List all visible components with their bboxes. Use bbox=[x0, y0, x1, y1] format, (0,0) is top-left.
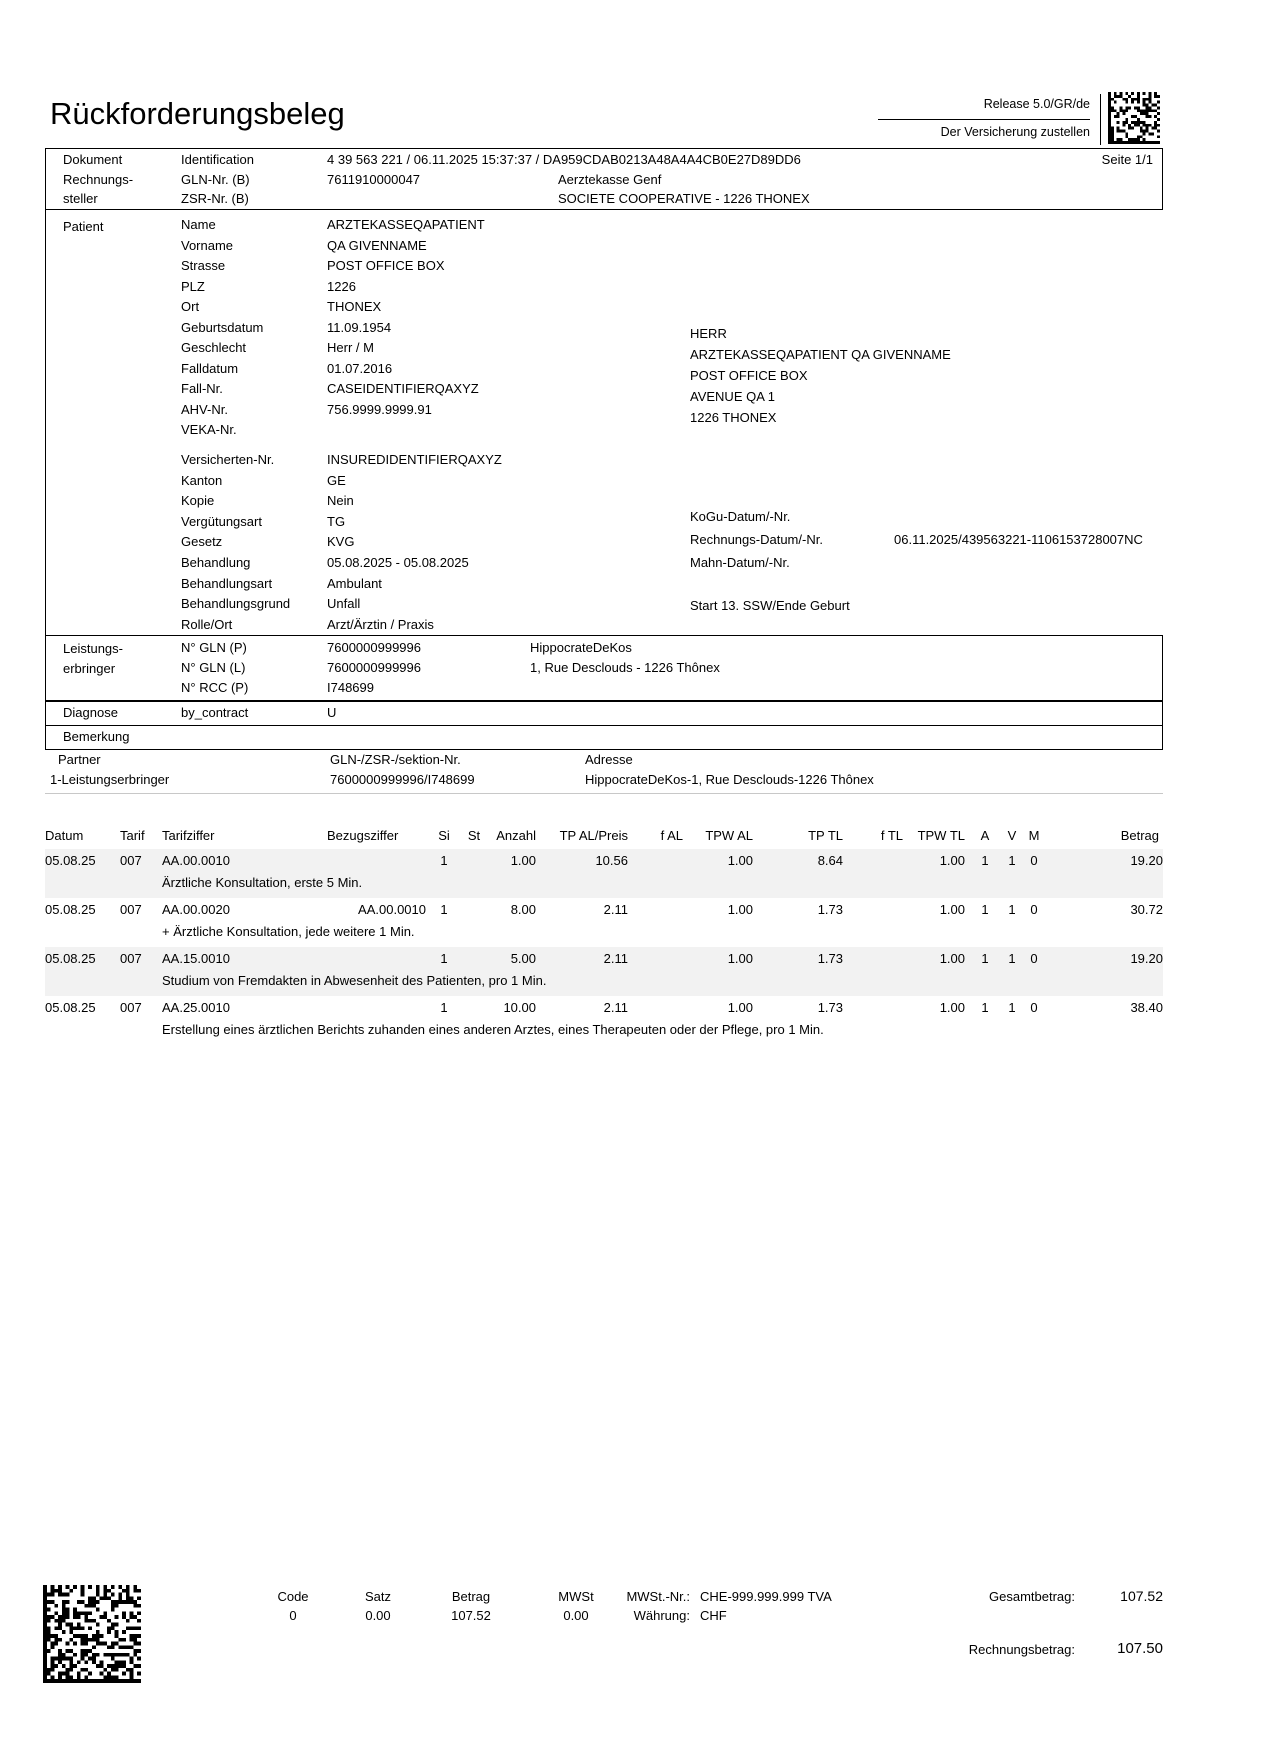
service-row bbox=[45, 849, 1163, 875]
field-value: 01.07.2016 bbox=[327, 360, 393, 376]
col-si: Si bbox=[438, 828, 450, 843]
cell-m: 0 bbox=[1023, 849, 1045, 875]
col-tp-al: TP AL/Preis bbox=[559, 828, 628, 843]
insurer-name: Aerztekasse Genf bbox=[558, 172, 662, 187]
identification-value: 4 39 563 221 / 06.11.2025 15:37:37 / DA959CDAB0213A48A4A4CB0E27D89DD6 bbox=[327, 152, 801, 167]
cell-f-tl bbox=[847, 898, 907, 924]
field-label: Ort bbox=[181, 299, 200, 314]
cell-anzahl: 5.00 bbox=[490, 947, 540, 973]
partner-row-name: 1-Leistungserbringer bbox=[50, 772, 170, 787]
field-label: Fall-Nr. bbox=[181, 381, 223, 396]
field-value: ARZTEKASSEQAPATIENT bbox=[327, 217, 485, 232]
zsr-label: ZSR-Nr. (B) bbox=[181, 191, 249, 206]
field-label: Strasse bbox=[181, 258, 226, 273]
deliver-to-insurer-note: Der Versicherung zustellen bbox=[940, 125, 1090, 139]
invoice-date-value: 06.11.2025/439563221-1106153728007NC bbox=[894, 532, 1143, 547]
cell-tpw-al: 1.00 bbox=[727, 902, 753, 917]
cell-tp-al: 2.11 bbox=[540, 947, 632, 973]
provider-address: 1, Rue Desclouds - 1226 Thônex bbox=[530, 660, 720, 675]
cell-anzahl: 8.00 bbox=[510, 902, 536, 917]
vat-number-value: CHE-999.999.999 TVA bbox=[700, 1589, 832, 1604]
cell-m: 0 bbox=[1030, 1000, 1038, 1015]
patient-field-row bbox=[0, 576, 690, 597]
vat-number-label: MWSt.-Nr.: bbox=[626, 1589, 690, 1604]
address-line: HERR bbox=[690, 326, 727, 341]
col-betrag: Betrag bbox=[1120, 828, 1159, 843]
cell-anzahl: 1.00 bbox=[490, 849, 540, 875]
field-value: Unfall bbox=[327, 596, 361, 612]
gln-label: GLN-Nr. (B) bbox=[181, 172, 250, 187]
patient-field-row bbox=[0, 299, 690, 320]
cell-f-al bbox=[632, 947, 687, 973]
release-version: Release 5.0/GR/de bbox=[983, 97, 1090, 111]
partner-gln-header: GLN-/ZSR-/sektion-Nr. bbox=[330, 752, 461, 767]
service-row bbox=[45, 996, 1163, 1022]
cell-f-tl bbox=[847, 947, 907, 973]
col-f-al: f AL bbox=[660, 828, 683, 843]
field-value: 05.08.2025 - 05.08.2025 bbox=[327, 554, 469, 570]
cell-tp-al: 2.11 bbox=[603, 1000, 628, 1015]
invoice-total-value: 107.50 bbox=[1117, 1640, 1163, 1657]
reminder-date-label: Mahn-Datum/-Nr. bbox=[690, 555, 790, 570]
cell-tarif: 007 bbox=[120, 902, 142, 917]
address-line: 1226 THONEX bbox=[690, 410, 777, 425]
vat-rate-value: 0.00 bbox=[365, 1608, 391, 1623]
cell-si: 1 bbox=[430, 947, 458, 973]
cell-bezugsziffer bbox=[327, 849, 430, 875]
provider-rows bbox=[0, 640, 1163, 700]
invoice-date-label: Rechnungs-Datum/-Nr. bbox=[690, 532, 823, 547]
address-line: AVENUE QA 1 bbox=[690, 389, 776, 404]
pregnancy-note: Start 13. SSW/Ende Geburt bbox=[690, 598, 850, 613]
provider-section-label-line2: erbringer bbox=[63, 661, 116, 676]
cell-a: 1 bbox=[969, 849, 1001, 875]
field-value: 756.9999.9999.91 bbox=[327, 401, 432, 417]
field-label: Vergütungsart bbox=[181, 513, 262, 529]
kogu-date-label: KoGu-Datum/-Nr. bbox=[690, 509, 791, 524]
cell-si: 1 bbox=[440, 1000, 448, 1015]
patient-field-row bbox=[0, 596, 690, 617]
cell-anzahl: 10.00 bbox=[503, 1000, 536, 1015]
cell-tpw-tl: 1.00 bbox=[939, 902, 965, 917]
cell-tp-tl: 1.73 bbox=[757, 947, 847, 973]
field-value: Ambulant bbox=[327, 575, 382, 591]
cell-f-al bbox=[632, 898, 687, 924]
vat-code-value: 0 bbox=[289, 1608, 297, 1623]
vat-rate-header: Satz bbox=[364, 1589, 391, 1604]
field-value: TG bbox=[327, 513, 346, 529]
header-divider bbox=[878, 119, 1090, 120]
field-value: GE bbox=[327, 472, 346, 488]
field-value: QA GIVENNAME bbox=[327, 237, 427, 253]
currency-value: CHF bbox=[700, 1608, 727, 1623]
vat-amount-header: Betrag bbox=[451, 1589, 491, 1604]
invoice-total-label: Rechnungsbetrag: bbox=[968, 1642, 1075, 1657]
patient-field-row bbox=[0, 452, 690, 473]
field-value: 1226 bbox=[327, 278, 356, 294]
col-f-tl: f TL bbox=[880, 828, 903, 843]
cell-tarifziffer: AA.00.0010 bbox=[162, 849, 327, 875]
currency-label: Währung: bbox=[633, 1608, 690, 1623]
field-value: Herr / M bbox=[327, 340, 374, 355]
remark-section-label: Bemerkung bbox=[63, 729, 130, 744]
vat-amount-value: 107.52 bbox=[451, 1608, 491, 1623]
cell-betrag: 30.72 bbox=[1130, 902, 1163, 917]
cell-f-tl bbox=[847, 996, 907, 1022]
gln-value: 7611910000047 bbox=[327, 172, 421, 187]
field-value: POST OFFICE BOX bbox=[327, 258, 445, 273]
cell-betrag: 19.20 bbox=[1045, 947, 1163, 973]
document-section-label: Dokument bbox=[63, 152, 123, 167]
service-description: Ärztliche Konsultation, erste 5 Min. bbox=[162, 875, 1163, 898]
col-v: V bbox=[1007, 828, 1017, 843]
partner-header: Partner bbox=[58, 752, 101, 767]
cell-tp-tl: 1.73 bbox=[817, 1000, 843, 1015]
cell-v: 1 bbox=[1008, 902, 1016, 917]
cell-si: 1 bbox=[440, 902, 448, 917]
total-value: 107.52 bbox=[1120, 1588, 1163, 1604]
cell-tp-tl: 1.73 bbox=[817, 902, 843, 917]
field-label: Rolle/Ort bbox=[181, 616, 233, 632]
invoice-dates-block bbox=[0, 509, 1163, 578]
cell-datum: 05.08.25 bbox=[45, 902, 96, 917]
service-description-row bbox=[45, 924, 1163, 947]
issuer-label-line1: Rechnungs- bbox=[63, 172, 134, 187]
cell-tpw-tl: 1.00 bbox=[907, 947, 969, 973]
datamatrix-code-bottom bbox=[43, 1585, 141, 1683]
cell-a: 1 bbox=[969, 947, 1001, 973]
col-anzahl: Anzahl bbox=[496, 828, 536, 843]
cell-datum: 05.08.25 bbox=[45, 849, 120, 875]
field-value: INSUREDIDENTIFIERQAXYZ bbox=[327, 452, 502, 467]
partner-address-header: Adresse bbox=[585, 752, 633, 767]
identification-label: Identification bbox=[181, 152, 254, 167]
page-title: Rückforderungsbeleg bbox=[50, 96, 345, 131]
cell-datum: 05.08.25 bbox=[45, 947, 120, 973]
field-value: THONEX bbox=[327, 299, 382, 314]
field-label: Versicherten-Nr. bbox=[181, 452, 275, 467]
provider-gln-p-label: N° GLN (P) bbox=[181, 640, 247, 655]
cell-tarif: 007 bbox=[120, 1000, 142, 1015]
provider-gln-l-value: 7600000999996 bbox=[327, 660, 421, 675]
col-bezugsziffer: Bezugsziffer bbox=[327, 828, 399, 843]
cell-bezugsziffer bbox=[327, 947, 430, 973]
service-description: + Ärztliche Konsultation, jede weitere 1 Min. bbox=[162, 924, 415, 939]
field-label: Falldatum bbox=[181, 360, 239, 376]
remark-box bbox=[45, 725, 1163, 750]
cell-betrag: 19.20 bbox=[1045, 849, 1163, 875]
cell-v: 1 bbox=[1001, 849, 1023, 875]
cell-tarifziffer: AA.00.0020 bbox=[162, 902, 230, 917]
cell-v: 1 bbox=[1008, 1000, 1016, 1015]
cell-st bbox=[458, 996, 490, 1022]
cell-tarifziffer: AA.25.0010 bbox=[162, 1000, 230, 1015]
issuer-label-line2: steller bbox=[63, 191, 98, 206]
col-a: A bbox=[980, 828, 990, 843]
cell-tarifziffer: AA.15.0010 bbox=[162, 947, 327, 973]
cell-st bbox=[458, 947, 490, 973]
cell-tarif: 007 bbox=[120, 849, 162, 875]
cell-st bbox=[458, 898, 490, 924]
service-row bbox=[45, 898, 1163, 924]
field-value: CASEIDENTIFIERQAXYZ bbox=[327, 381, 479, 396]
col-tarifziffer: Tarifziffer bbox=[162, 828, 215, 843]
page-number: Seite 1/1 bbox=[1101, 152, 1153, 167]
field-label: Vorname bbox=[181, 237, 234, 253]
field-value: KVG bbox=[327, 534, 355, 550]
cell-tpw-al: 1.00 bbox=[727, 1000, 753, 1015]
cell-tp-tl: 8.64 bbox=[757, 849, 847, 875]
cell-bezugsziffer: AA.00.0010 bbox=[358, 902, 426, 917]
partner-row-address: HippocrateDeKos-1, Rue Desclouds-1226 Thônex bbox=[585, 772, 874, 787]
provider-section-label-line1: Leistungs- bbox=[63, 641, 123, 656]
cell-m: 0 bbox=[1030, 902, 1038, 917]
field-label: Behandlungsgrund bbox=[181, 596, 291, 612]
field-label: Behandlungsart bbox=[181, 575, 273, 591]
col-m: M bbox=[1028, 828, 1040, 843]
field-label: Behandlung bbox=[181, 554, 251, 570]
field-label: Geburtsdatum bbox=[181, 319, 264, 335]
cell-f-al bbox=[632, 849, 687, 875]
total-label: Gesamtbetrag: bbox=[989, 1589, 1075, 1604]
col-tarif: Tarif bbox=[120, 828, 145, 843]
cell-tarif: 007 bbox=[120, 947, 162, 973]
cell-f-al bbox=[632, 996, 687, 1022]
col-tpw-tl: TPW TL bbox=[917, 828, 965, 843]
field-label: VEKA-Nr. bbox=[181, 422, 237, 437]
header-separator bbox=[1100, 94, 1101, 145]
service-description: Erstellung eines ärztlichen Berichts zuhanden eines anderen Arztes, eines Therapeuten oder der Pflege, pro 1 Min. bbox=[162, 1022, 824, 1037]
vat-tax-value: 0.00 bbox=[563, 1608, 589, 1623]
service-description-row bbox=[45, 1022, 1163, 1045]
cell-f-tl bbox=[847, 849, 907, 875]
cell-betrag: 38.40 bbox=[1130, 1000, 1163, 1015]
service-description-row bbox=[45, 973, 1163, 996]
address-line: ARZTEKASSEQAPATIENT QA GIVENNAME bbox=[690, 347, 951, 362]
diagnosis-value: U bbox=[327, 705, 337, 720]
cell-a: 1 bbox=[981, 1000, 989, 1015]
provider-rcc-value: I748699 bbox=[327, 680, 374, 695]
cell-bezugsziffer bbox=[327, 996, 430, 1022]
service-description-row bbox=[45, 875, 1163, 898]
cell-tp-al: 2.11 bbox=[603, 902, 628, 917]
col-tp-tl: TP TL bbox=[808, 828, 843, 843]
field-label: Geschlecht bbox=[181, 340, 247, 355]
table-top-divider bbox=[45, 793, 1163, 794]
field-value: Arzt/Ärztin / Praxis bbox=[327, 616, 434, 632]
cell-tpw-tl: 1.00 bbox=[939, 1000, 965, 1015]
services-table-container bbox=[45, 820, 1163, 1045]
vat-code-header: Code bbox=[277, 1589, 309, 1604]
field-label: PLZ bbox=[181, 278, 205, 294]
patient-section-label: Patient bbox=[63, 219, 104, 234]
cell-tp-al: 10.56 bbox=[540, 849, 632, 875]
service-description: Studium von Fremdakten in Abwesenheit des Patienten, pro 1 Min. bbox=[162, 973, 1163, 996]
provider-rcc-label: N° RCC (P) bbox=[181, 680, 249, 695]
patient-field-row bbox=[0, 279, 690, 300]
cell-v: 1 bbox=[1001, 947, 1023, 973]
col-st: St bbox=[467, 828, 481, 843]
cell-tpw-al: 1.00 bbox=[687, 947, 757, 973]
cell-m: 0 bbox=[1023, 947, 1045, 973]
col-datum: Datum bbox=[45, 828, 84, 843]
patient-field-row bbox=[0, 238, 690, 259]
field-label: Kanton bbox=[181, 472, 223, 488]
datamatrix-code-top bbox=[1108, 92, 1160, 144]
vat-tax-header: MWSt bbox=[558, 1589, 594, 1604]
cell-si: 1 bbox=[430, 849, 458, 875]
field-label: Gesetz bbox=[181, 534, 223, 550]
diagnosis-type: by_contract bbox=[181, 705, 249, 720]
field-label: Kopie bbox=[181, 493, 215, 509]
provider-gln-p-value: 7600000999996 bbox=[327, 640, 421, 655]
provider-name: HippocrateDeKos bbox=[530, 640, 632, 655]
field-label: AHV-Nr. bbox=[181, 401, 228, 417]
cell-tpw-al: 1.00 bbox=[687, 849, 757, 875]
address-line: POST OFFICE BOX bbox=[690, 368, 808, 383]
cell-a: 1 bbox=[981, 902, 989, 917]
col-tpw-al: TPW AL bbox=[705, 828, 753, 843]
services-header-row bbox=[45, 820, 1163, 849]
field-value: 11.09.1954 bbox=[327, 319, 392, 335]
patient-field-row bbox=[0, 217, 690, 238]
patient-field-row bbox=[0, 473, 690, 494]
insured-address-block bbox=[0, 326, 1163, 431]
cell-datum: 05.08.25 bbox=[45, 1000, 96, 1015]
partner-row-gln: 7600000999996/I748699 bbox=[330, 772, 475, 787]
field-label: Name bbox=[181, 217, 216, 232]
provider-gln-l-label: N° GLN (L) bbox=[181, 660, 246, 675]
insurer-address: SOCIETE COOPERATIVE - 1226 THONEX bbox=[558, 191, 810, 206]
cell-st bbox=[458, 849, 490, 875]
services-table bbox=[45, 820, 1163, 1045]
patient-field-row bbox=[0, 258, 690, 279]
service-row bbox=[45, 947, 1163, 973]
cell-tpw-tl: 1.00 bbox=[907, 849, 969, 875]
field-value: Nein bbox=[327, 493, 354, 509]
diagnosis-section-label: Diagnose bbox=[63, 705, 118, 720]
